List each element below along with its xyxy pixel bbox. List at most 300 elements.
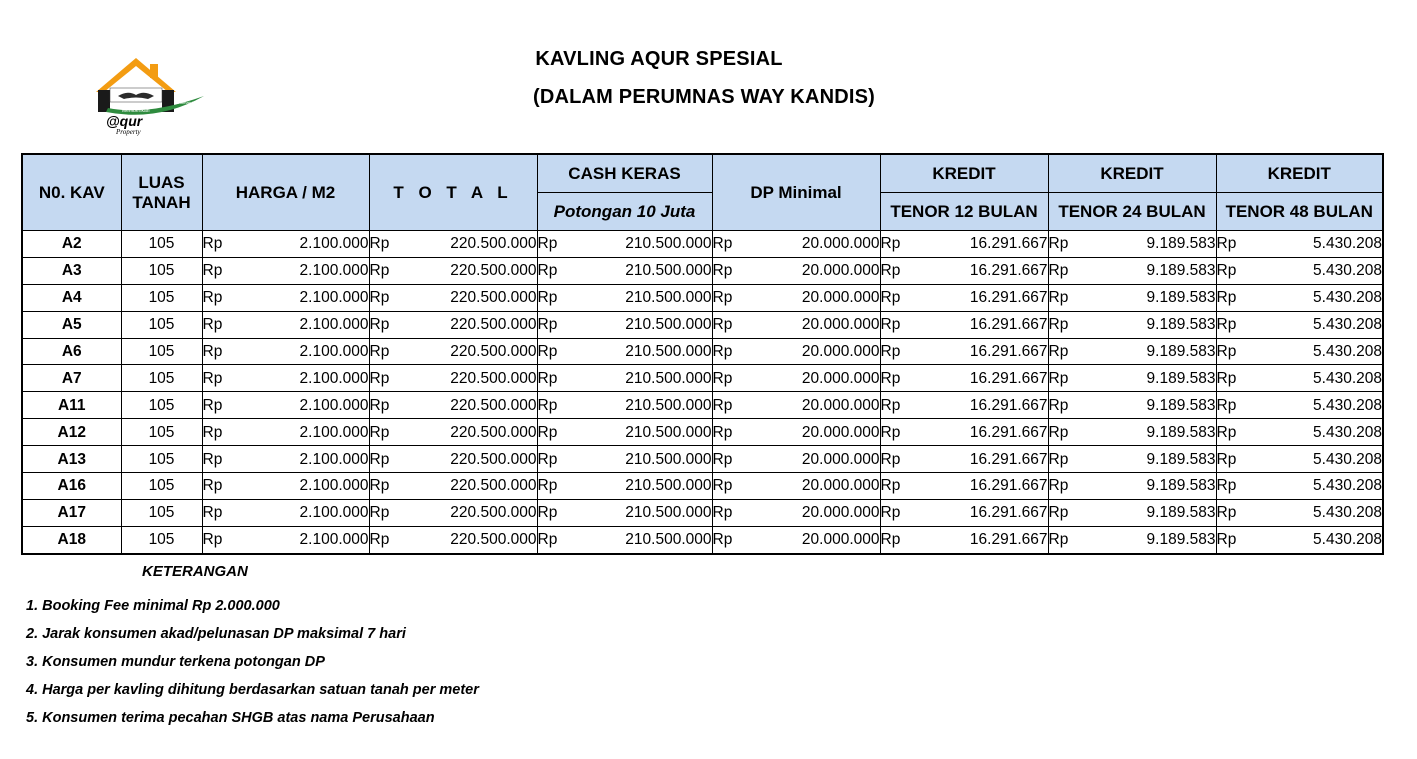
cell-no-kav: A11 xyxy=(22,392,121,419)
cell-cash xyxy=(537,311,712,338)
cell-kredit-12 xyxy=(880,446,1048,473)
currency-label: Rp xyxy=(1048,423,1069,441)
amount-value: 2.100.000 xyxy=(299,343,369,360)
amount-value: 5.430.208 xyxy=(1313,262,1382,280)
currency-label: Rp xyxy=(202,531,223,549)
amount-value: 16.291.667 xyxy=(969,423,1048,441)
cell-no-kav: A6 xyxy=(22,338,121,365)
currency-label: Rp xyxy=(369,396,390,414)
svg-text:@qur: @qur xyxy=(106,113,143,129)
currency-label: Rp xyxy=(712,343,733,360)
note-item: 5. Konsumen terima pecahan SHGB atas nama Perusahaan xyxy=(26,710,435,726)
cell-harga xyxy=(202,311,369,338)
currency-label: Rp xyxy=(1216,450,1237,468)
cell-luas: 105 xyxy=(121,473,202,500)
currency-label: Rp xyxy=(369,450,390,468)
header-kredit-12: KREDIT xyxy=(880,154,1048,193)
cell-no-kav: A18 xyxy=(22,526,121,553)
cell-dp xyxy=(712,499,880,526)
cell-luas: 105 xyxy=(121,284,202,311)
cell-total xyxy=(369,338,537,365)
cell-cash xyxy=(537,338,712,365)
cell-cash xyxy=(537,473,712,500)
currency-label: Rp xyxy=(880,423,901,441)
currency-label: Rp xyxy=(880,262,901,280)
amount-value: 210.500.000 xyxy=(625,289,712,307)
cell-cash xyxy=(537,365,712,392)
amount-value: 9.189.583 xyxy=(1146,343,1216,360)
table-row xyxy=(22,284,1383,311)
amount-value: 9.189.583 xyxy=(1146,235,1216,253)
currency-label: Rp xyxy=(1216,262,1237,280)
cell-kredit-48 xyxy=(1216,311,1383,338)
amount-value: 210.500.000 xyxy=(625,450,712,468)
currency-label: Rp xyxy=(537,235,558,253)
amount-value: 220.500.000 xyxy=(450,289,537,307)
table-body xyxy=(22,231,1383,554)
cell-kredit-48 xyxy=(1216,473,1383,500)
cell-total xyxy=(369,473,537,500)
currency-label: Rp xyxy=(202,262,223,280)
currency-label: Rp xyxy=(880,343,901,360)
cell-total xyxy=(369,526,537,553)
currency-label: Rp xyxy=(202,396,223,414)
cell-kredit-12 xyxy=(880,499,1048,526)
currency-label: Rp xyxy=(880,235,901,253)
amount-value: 220.500.000 xyxy=(450,396,537,414)
currency-label: Rp xyxy=(537,504,558,522)
cell-kredit-48 xyxy=(1216,526,1383,553)
currency-label: Rp xyxy=(880,316,901,334)
cell-kredit-48 xyxy=(1216,446,1383,473)
table-row xyxy=(22,257,1383,284)
header-luas-tanah xyxy=(121,154,202,231)
currency-label: Rp xyxy=(712,504,733,522)
cell-kredit-48 xyxy=(1216,392,1383,419)
cell-cash xyxy=(537,419,712,446)
amount-value: 210.500.000 xyxy=(625,316,712,334)
currency-label: Rp xyxy=(1048,450,1069,468)
cell-no-kav: A13 xyxy=(22,446,121,473)
cell-dp xyxy=(712,231,880,258)
cell-no-kav: A5 xyxy=(22,311,121,338)
currency-label: Rp xyxy=(712,423,733,441)
currency-label: Rp xyxy=(880,531,901,549)
cell-dp xyxy=(712,284,880,311)
currency-label: Rp xyxy=(369,289,390,307)
currency-label: Rp xyxy=(537,262,558,280)
amount-value: 220.500.000 xyxy=(450,423,537,441)
cell-total xyxy=(369,257,537,284)
currency-label: Rp xyxy=(537,289,558,307)
currency-label: Rp xyxy=(1048,477,1069,495)
amount-value: 2.100.000 xyxy=(299,531,369,549)
svg-text:Rumah Impian: Rumah Impian xyxy=(178,100,205,105)
amount-value: 16.291.667 xyxy=(969,369,1048,387)
cell-harga xyxy=(202,392,369,419)
currency-label: Rp xyxy=(369,235,390,253)
currency-label: Rp xyxy=(1048,235,1069,253)
cell-kredit-24 xyxy=(1048,257,1216,284)
table-row xyxy=(22,392,1383,419)
currency-label: Rp xyxy=(369,369,390,387)
currency-label: Rp xyxy=(1216,396,1237,414)
note-item: 4. Harga per kavling dihitung berdasarkan satuan tanah per meter xyxy=(26,682,479,698)
amount-value: 20.000.000 xyxy=(801,289,880,307)
amount-value: 9.189.583 xyxy=(1146,396,1216,414)
note-item: 1. Booking Fee minimal Rp 2.000.000 xyxy=(26,598,280,614)
cell-cash xyxy=(537,257,712,284)
cell-harga xyxy=(202,365,369,392)
amount-value: 20.000.000 xyxy=(801,531,880,549)
amount-value: 16.291.667 xyxy=(969,396,1048,414)
currency-label: Rp xyxy=(1048,369,1069,387)
currency-label: Rp xyxy=(202,423,223,441)
amount-value: 210.500.000 xyxy=(625,235,712,253)
header-luas-line2: TANAH xyxy=(132,192,191,212)
cell-dp xyxy=(712,338,880,365)
notes-section xyxy=(26,563,479,732)
amount-value: 20.000.000 xyxy=(801,262,880,280)
amount-value: 16.291.667 xyxy=(969,504,1048,522)
amount-value: 2.100.000 xyxy=(299,423,369,441)
cell-no-kav: A16 xyxy=(22,473,121,500)
currency-label: Rp xyxy=(1216,477,1237,495)
amount-value: 20.000.000 xyxy=(801,504,880,522)
cell-harga xyxy=(202,526,369,553)
currency-label: Rp xyxy=(202,504,223,522)
currency-label: Rp xyxy=(369,262,390,280)
cell-kredit-48 xyxy=(1216,257,1383,284)
cell-kredit-12 xyxy=(880,419,1048,446)
table-row xyxy=(22,499,1383,526)
cell-kredit-24 xyxy=(1048,284,1216,311)
amount-value: 220.500.000 xyxy=(450,369,537,387)
cell-no-kav: A3 xyxy=(22,257,121,284)
cell-kredit-12 xyxy=(880,284,1048,311)
currency-label: Rp xyxy=(537,343,558,360)
cell-kredit-12 xyxy=(880,257,1048,284)
currency-label: Rp xyxy=(1048,531,1069,549)
currency-label: Rp xyxy=(1216,504,1237,522)
currency-label: Rp xyxy=(712,369,733,387)
svg-text:Property: Property xyxy=(116,128,141,136)
amount-value: 9.189.583 xyxy=(1146,477,1216,495)
currency-label: Rp xyxy=(1048,343,1069,360)
amount-value: 16.291.667 xyxy=(969,343,1048,360)
currency-label: Rp xyxy=(537,369,558,387)
cell-kredit-24 xyxy=(1048,526,1216,553)
currency-label: Rp xyxy=(1216,316,1237,334)
cell-luas: 105 xyxy=(121,499,202,526)
cell-dp xyxy=(712,257,880,284)
cell-kredit-12 xyxy=(880,365,1048,392)
cell-kredit-48 xyxy=(1216,499,1383,526)
cell-harga xyxy=(202,473,369,500)
amount-value: 5.430.208 xyxy=(1313,450,1382,468)
amount-value: 9.189.583 xyxy=(1146,450,1216,468)
cell-kredit-12 xyxy=(880,526,1048,553)
table-row xyxy=(22,231,1383,258)
currency-label: Rp xyxy=(537,531,558,549)
amount-value: 20.000.000 xyxy=(801,423,880,441)
cell-harga xyxy=(202,446,369,473)
amount-value: 210.500.000 xyxy=(625,477,712,495)
note-item: 2. Jarak konsumen akad/pelunasan DP maksimal 7 hari xyxy=(26,626,406,642)
amount-value: 220.500.000 xyxy=(450,316,537,334)
amount-value: 20.000.000 xyxy=(801,396,880,414)
currency-label: Rp xyxy=(202,369,223,387)
header-kredit-24: KREDIT xyxy=(1048,154,1216,193)
amount-value: 5.430.208 xyxy=(1313,316,1382,334)
currency-label: Rp xyxy=(202,450,223,468)
cell-kredit-48 xyxy=(1216,338,1383,365)
cell-total xyxy=(369,419,537,446)
cell-kredit-24 xyxy=(1048,365,1216,392)
cell-kredit-48 xyxy=(1216,419,1383,446)
amount-value: 2.100.000 xyxy=(299,396,369,414)
currency-label: Rp xyxy=(1048,262,1069,280)
cell-harga xyxy=(202,419,369,446)
cell-no-kav: A2 xyxy=(22,231,121,258)
cell-kredit-12 xyxy=(880,338,1048,365)
cell-cash xyxy=(537,446,712,473)
currency-label: Rp xyxy=(880,289,901,307)
amount-value: 2.100.000 xyxy=(299,450,369,468)
amount-value: 210.500.000 xyxy=(625,262,712,280)
header-luas-line1: LUAS xyxy=(138,172,185,192)
cell-total xyxy=(369,365,537,392)
cell-kredit-12 xyxy=(880,473,1048,500)
header-kredit-48: KREDIT xyxy=(1216,154,1383,193)
header-tenor-48: TENOR 48 BULAN xyxy=(1216,193,1383,231)
notes-heading: KETERANGAN xyxy=(142,563,248,580)
amount-value: 20.000.000 xyxy=(801,343,880,360)
cell-harga xyxy=(202,499,369,526)
cell-kredit-24 xyxy=(1048,338,1216,365)
amount-value: 16.291.667 xyxy=(969,235,1048,253)
amount-value: 20.000.000 xyxy=(801,450,880,468)
cell-no-kav: A12 xyxy=(22,419,121,446)
cell-total xyxy=(369,231,537,258)
amount-value: 16.291.667 xyxy=(969,450,1048,468)
header-cash-keras: CASH KERAS xyxy=(537,154,712,193)
amount-value: 210.500.000 xyxy=(625,343,712,360)
cell-harga xyxy=(202,231,369,258)
cell-luas: 105 xyxy=(121,392,202,419)
amount-value: 5.430.208 xyxy=(1313,477,1382,495)
currency-label: Rp xyxy=(1048,396,1069,414)
page-subtitle: (DALAM PERUMNAS WAY KANDIS) xyxy=(532,86,876,108)
amount-value: 16.291.667 xyxy=(969,316,1048,334)
cell-luas: 105 xyxy=(121,311,202,338)
amount-value: 2.100.000 xyxy=(299,289,369,307)
currency-label: Rp xyxy=(369,423,390,441)
amount-value: 210.500.000 xyxy=(625,423,712,441)
cell-cash xyxy=(537,231,712,258)
header-dp-minimal: DP Minimal xyxy=(712,154,880,231)
currency-label: Rp xyxy=(880,477,901,495)
cell-kredit-48 xyxy=(1216,365,1383,392)
currency-label: Rp xyxy=(202,235,223,253)
amount-value: 20.000.000 xyxy=(801,235,880,253)
table-row xyxy=(22,526,1383,553)
amount-value: 2.100.000 xyxy=(299,316,369,334)
amount-value: 220.500.000 xyxy=(450,504,537,522)
amount-value: 210.500.000 xyxy=(625,531,712,549)
cell-luas: 105 xyxy=(121,365,202,392)
amount-value: 220.500.000 xyxy=(450,262,537,280)
amount-value: 16.291.667 xyxy=(969,262,1048,280)
amount-value: 9.189.583 xyxy=(1146,423,1216,441)
amount-value: 9.189.583 xyxy=(1146,504,1216,522)
cell-total xyxy=(369,446,537,473)
currency-label: Rp xyxy=(1216,369,1237,387)
amount-value: 9.189.583 xyxy=(1146,531,1216,549)
amount-value: 9.189.583 xyxy=(1146,289,1216,307)
currency-label: Rp xyxy=(1216,343,1237,360)
amount-value: 2.100.000 xyxy=(299,504,369,522)
cell-kredit-24 xyxy=(1048,473,1216,500)
amount-value: 20.000.000 xyxy=(801,369,880,387)
amount-value: 5.430.208 xyxy=(1313,423,1382,441)
amount-value: 2.100.000 xyxy=(299,235,369,253)
cell-kredit-48 xyxy=(1216,231,1383,258)
amount-value: 2.100.000 xyxy=(299,477,369,495)
currency-label: Rp xyxy=(712,289,733,307)
currency-label: Rp xyxy=(712,450,733,468)
cell-dp xyxy=(712,392,880,419)
header-cash-potongan: Potongan 10 Juta xyxy=(537,193,712,231)
page-title: KAVLING AQUR SPESIAL xyxy=(535,48,783,70)
cell-dp xyxy=(712,446,880,473)
table-row xyxy=(22,365,1383,392)
amount-value: 2.100.000 xyxy=(299,369,369,387)
amount-value: 5.430.208 xyxy=(1313,504,1382,522)
amount-value: 210.500.000 xyxy=(625,369,712,387)
header-tenor-12: TENOR 12 BULAN xyxy=(880,193,1048,231)
table-row xyxy=(22,338,1383,365)
cell-dp xyxy=(712,419,880,446)
table-row xyxy=(22,473,1383,500)
currency-label: Rp xyxy=(1048,504,1069,522)
cell-kredit-48 xyxy=(1216,284,1383,311)
cell-dp xyxy=(712,365,880,392)
amount-value: 20.000.000 xyxy=(801,477,880,495)
cell-kredit-12 xyxy=(880,231,1048,258)
amount-value: 9.189.583 xyxy=(1146,369,1216,387)
cell-luas: 105 xyxy=(121,231,202,258)
currency-label: Rp xyxy=(712,262,733,280)
cell-luas: 105 xyxy=(121,419,202,446)
cell-total xyxy=(369,392,537,419)
currency-label: Rp xyxy=(537,396,558,414)
header-no-kav: N0. KAV xyxy=(22,154,121,231)
amount-value: 5.430.208 xyxy=(1313,289,1382,307)
amount-value: 20.000.000 xyxy=(801,316,880,334)
amount-value: 16.291.667 xyxy=(969,289,1048,307)
cell-kredit-24 xyxy=(1048,392,1216,419)
cell-kredit-24 xyxy=(1048,231,1216,258)
cell-kredit-24 xyxy=(1048,499,1216,526)
cell-harga xyxy=(202,284,369,311)
amount-value: 220.500.000 xyxy=(450,531,537,549)
currency-label: Rp xyxy=(537,316,558,334)
currency-label: Rp xyxy=(537,450,558,468)
currency-label: Rp xyxy=(880,504,901,522)
currency-label: Rp xyxy=(369,504,390,522)
cell-kredit-12 xyxy=(880,392,1048,419)
cell-luas: 105 xyxy=(121,257,202,284)
currency-label: Rp xyxy=(202,289,223,307)
amount-value: 220.500.000 xyxy=(450,343,537,360)
currency-label: Rp xyxy=(1048,316,1069,334)
cell-cash xyxy=(537,284,712,311)
currency-label: Rp xyxy=(369,477,390,495)
currency-label: Rp xyxy=(1216,289,1237,307)
cell-no-kav: A4 xyxy=(22,284,121,311)
amount-value: 9.189.583 xyxy=(1146,316,1216,334)
cell-luas: 105 xyxy=(121,338,202,365)
svg-text:Memberikan: Memberikan xyxy=(122,108,150,114)
currency-label: Rp xyxy=(202,316,223,334)
header-tenor-24: TENOR 24 BULAN xyxy=(1048,193,1216,231)
cell-no-kav: A17 xyxy=(22,499,121,526)
table-row xyxy=(22,311,1383,338)
currency-label: Rp xyxy=(880,450,901,468)
currency-label: Rp xyxy=(880,369,901,387)
cell-kredit-24 xyxy=(1048,311,1216,338)
cell-luas: 105 xyxy=(121,526,202,553)
amount-value: 16.291.667 xyxy=(969,477,1048,495)
amount-value: 5.430.208 xyxy=(1313,396,1382,414)
amount-value: 5.430.208 xyxy=(1313,531,1382,549)
currency-label: Rp xyxy=(712,477,733,495)
cell-harga xyxy=(202,257,369,284)
cell-dp xyxy=(712,526,880,553)
cell-cash xyxy=(537,499,712,526)
cell-kredit-12 xyxy=(880,311,1048,338)
cell-dp xyxy=(712,311,880,338)
cell-no-kav: A7 xyxy=(22,365,121,392)
table-row xyxy=(22,446,1383,473)
currency-label: Rp xyxy=(369,531,390,549)
cell-cash xyxy=(537,392,712,419)
cell-cash xyxy=(537,526,712,553)
cell-total xyxy=(369,311,537,338)
amount-value: 16.291.667 xyxy=(969,531,1048,549)
amount-value: 9.189.583 xyxy=(1146,262,1216,280)
cell-kredit-24 xyxy=(1048,446,1216,473)
amount-value: 220.500.000 xyxy=(450,477,537,495)
amount-value: 5.430.208 xyxy=(1313,343,1382,360)
amount-value: 210.500.000 xyxy=(625,396,712,414)
cell-total xyxy=(369,499,537,526)
currency-label: Rp xyxy=(712,235,733,253)
amount-value: 5.430.208 xyxy=(1313,235,1382,253)
note-item: 3. Konsumen mundur terkena potongan DP xyxy=(26,654,325,670)
cell-luas: 105 xyxy=(121,446,202,473)
amount-value: 210.500.000 xyxy=(625,504,712,522)
currency-label: Rp xyxy=(537,423,558,441)
currency-label: Rp xyxy=(1216,423,1237,441)
currency-label: Rp xyxy=(880,396,901,414)
amount-value: 5.430.208 xyxy=(1313,369,1382,387)
currency-label: Rp xyxy=(537,477,558,495)
cell-total xyxy=(369,284,537,311)
currency-label: Rp xyxy=(712,531,733,549)
currency-label: Rp xyxy=(1216,235,1237,253)
